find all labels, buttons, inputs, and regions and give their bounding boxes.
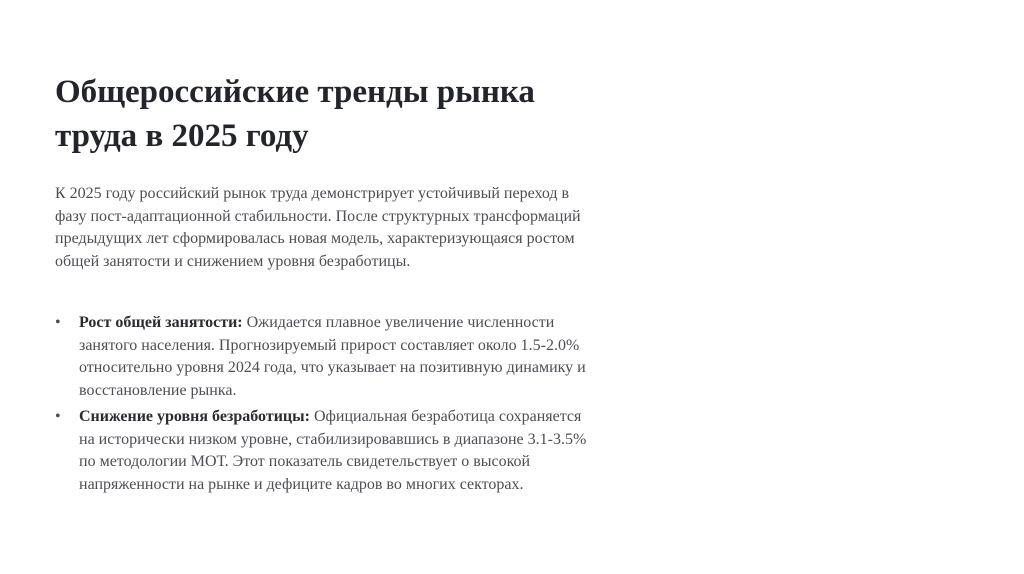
slide-content bbox=[55, 70, 595, 500]
bullet-text: Ожидается плавное увеличение численности занятого населения. Прогнозируемый прирост составляет около 1.5-2.0% относительно уровня 2024 года, что указывает на позитивную динамику и восстановление рынка. bbox=[79, 314, 586, 399]
bullet-marker: • bbox=[55, 408, 61, 425]
bullet-item-unemployment-decline bbox=[55, 406, 595, 496]
bullet-label: Снижение уровня безработицы: bbox=[79, 408, 310, 425]
slide-title: Общероссийские тренды рынка труда в 2025 году bbox=[55, 74, 535, 154]
bullet-text: Официальная безработица сохраняется на исторически низком уровне, стабилизировавшись в диапазоне 3.1-3.5% по методологии МОТ. Этот показатель свидетельствует о высокой напряженности на рынке и дефиците кадров во многих секторах. bbox=[79, 408, 587, 493]
bullet-label: Рост общей занятости: bbox=[79, 314, 243, 331]
intro-paragraph: К 2025 году российский рынок труда демонстрирует устойчивый переход в фазу пост-адаптационной стабильности. После структурных трансформаций предыдущих лет сформировалась новая модель, характеризующаяся ростом общей занятости и снижением уровня безработицы. bbox=[55, 185, 581, 270]
bullet-list bbox=[55, 312, 595, 496]
bullet-marker: • bbox=[55, 314, 61, 331]
bullet-item-employment-growth bbox=[55, 312, 595, 402]
